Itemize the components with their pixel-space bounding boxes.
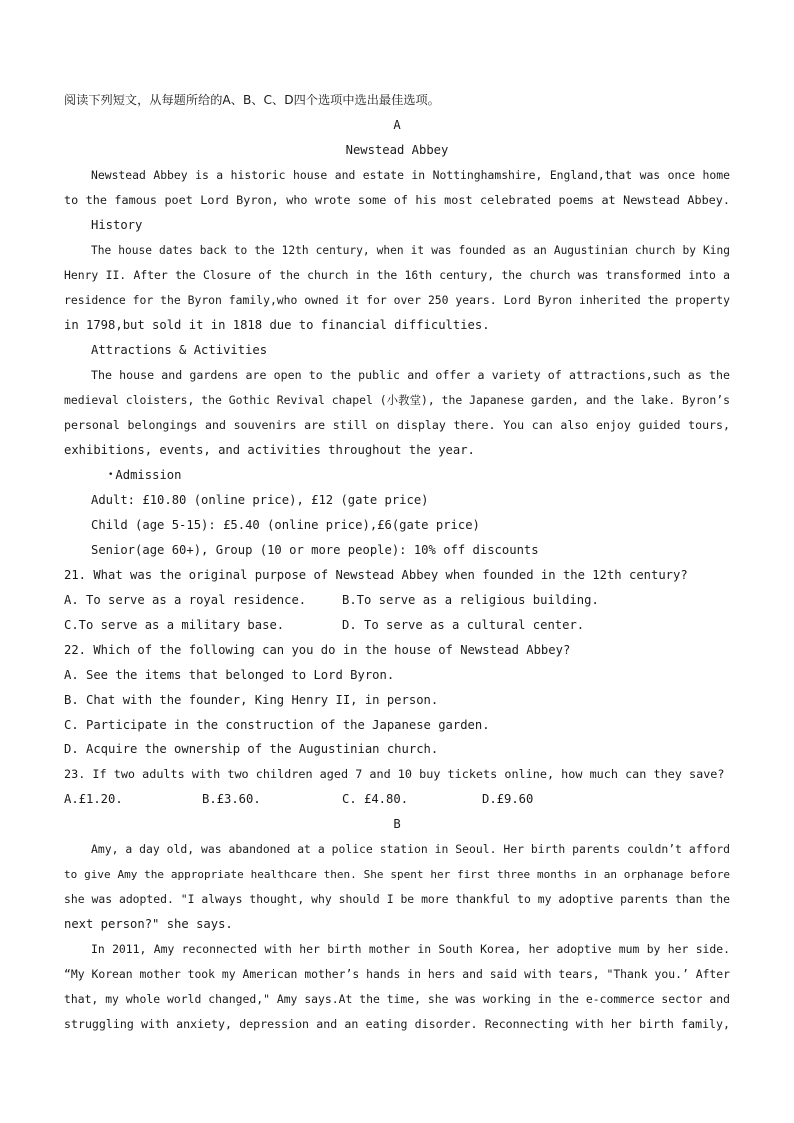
option-b: B.£3.60. [202,792,261,806]
question-stem: 21. What was the original purpose of Newstead Abbey when founded in the 12th century? [64,568,688,582]
attractions-line: exhibitions, events, and activities throughout the year. [64,443,475,457]
paragraph-line: she was adopted. "I always thought, why should I be more thankful to my adoptive parents than the [64,892,730,906]
paragraph-line: that, my whole world changed," Amy says.At the time, she was working in the e-commerce sector and [64,992,730,1006]
attractions-line: The house and gardens are open to the public and offer a variety of attractions,such as the [91,368,730,382]
passage-a-label: A [393,118,401,132]
question-stem: 22. Which of the following can you do in the house of Newstead Abbey? [64,643,571,657]
paragraph-line: In 2011, Amy reconnected with her birth mother in South Korea, her adoptive mum by her side. [91,942,730,956]
option-b: B. Chat with the founder, King Henry II, in person. [64,693,439,707]
instruction: 阅读下列短文，从每题所给的A、B、C、D四个选项中选出最佳选项。 [64,93,440,107]
option-row [64,787,730,812]
history-line: in 1798,but sold it in 1818 due to financial difficulties. [64,318,490,332]
option-d: D. To serve as a cultural center. [342,618,585,632]
question-stem: 23. If two adults with two children aged 7 and 10 buy tickets online, how much can they save? [64,767,725,781]
admission-line: Senior(age 60+), Group (10 or more people): 10% off discounts [91,543,539,557]
paragraph-line: to give Amy the appropriate healthcare then. She spent her first three months in an orphanage before [64,868,730,881]
admission-heading: Admission [115,468,182,482]
admission-line: Adult: £10.80 (online price), £12 (gate price) [91,493,429,507]
option-c: C. Participate in the construction of the Japanese garden. [64,718,490,732]
attractions-line: personal belongings and souvenirs are still on display there. You can also enjoy guided tours, [64,418,730,432]
option-d: D.£9.60 [482,792,534,806]
admission-heading-row [108,463,730,488]
intro-line: to the famous poet Lord Byron, who wrote some of his most celebrated poems at Newstead Abbey. [64,193,730,207]
intro-line: Newstead Abbey is a historic house and estate in Nottinghamshire, England,that was once home [91,168,730,182]
option-d: D. Acquire the ownership of the Augustinian church. [64,742,439,756]
option-b: B.To serve as a religious building. [342,593,599,607]
option-c: C. £4.80. [342,792,409,806]
option-a: A.£1.20. [64,792,123,806]
paragraph-line: “My Korean mother took my American mother’s hands in hers and said with tears, "Thank you.’ After [64,967,730,981]
passage-a-title: Newstead Abbey [345,143,449,157]
option-a: A. See the items that belonged to Lord Byron. [64,668,395,682]
paragraph-line: Amy, a day old, was abandoned at a police station in Seoul. Her birth parents couldn’t afford [91,842,730,856]
paragraph-line: struggling with anxiety, depression and an eating disorder. Reconnecting with her birth family, [64,1017,730,1031]
history-line: residence for the Byron family,who owned it for over 250 years. Lord Byron inherited the property [64,293,730,307]
history-line: Henry II. After the Closure of the church in the 16th century, the church was transformed into a [64,268,730,282]
paragraph-line: next person?" she says. [64,917,233,931]
option-c: C.To serve as a military base. [64,618,285,632]
option-row [64,588,730,613]
history-heading: History [91,218,143,232]
admission-line: Child (age 5-15): £5.40 (online price),£6(gate price) [91,518,480,532]
passage-b-label: B [393,817,401,831]
history-line: The house dates back to the 12th century, when it was founded as an Augustinian church by King [91,244,730,257]
option-a: A. To serve as a royal residence. [64,593,307,607]
attractions-heading: Attractions & Activities [91,343,268,357]
option-row [64,613,730,638]
attractions-line: medieval cloisters, the Gothic Revival chapel (小教堂), the Japanese garden, and the lake. Byron’s [64,393,730,407]
bullet-icon: • [108,470,114,480]
